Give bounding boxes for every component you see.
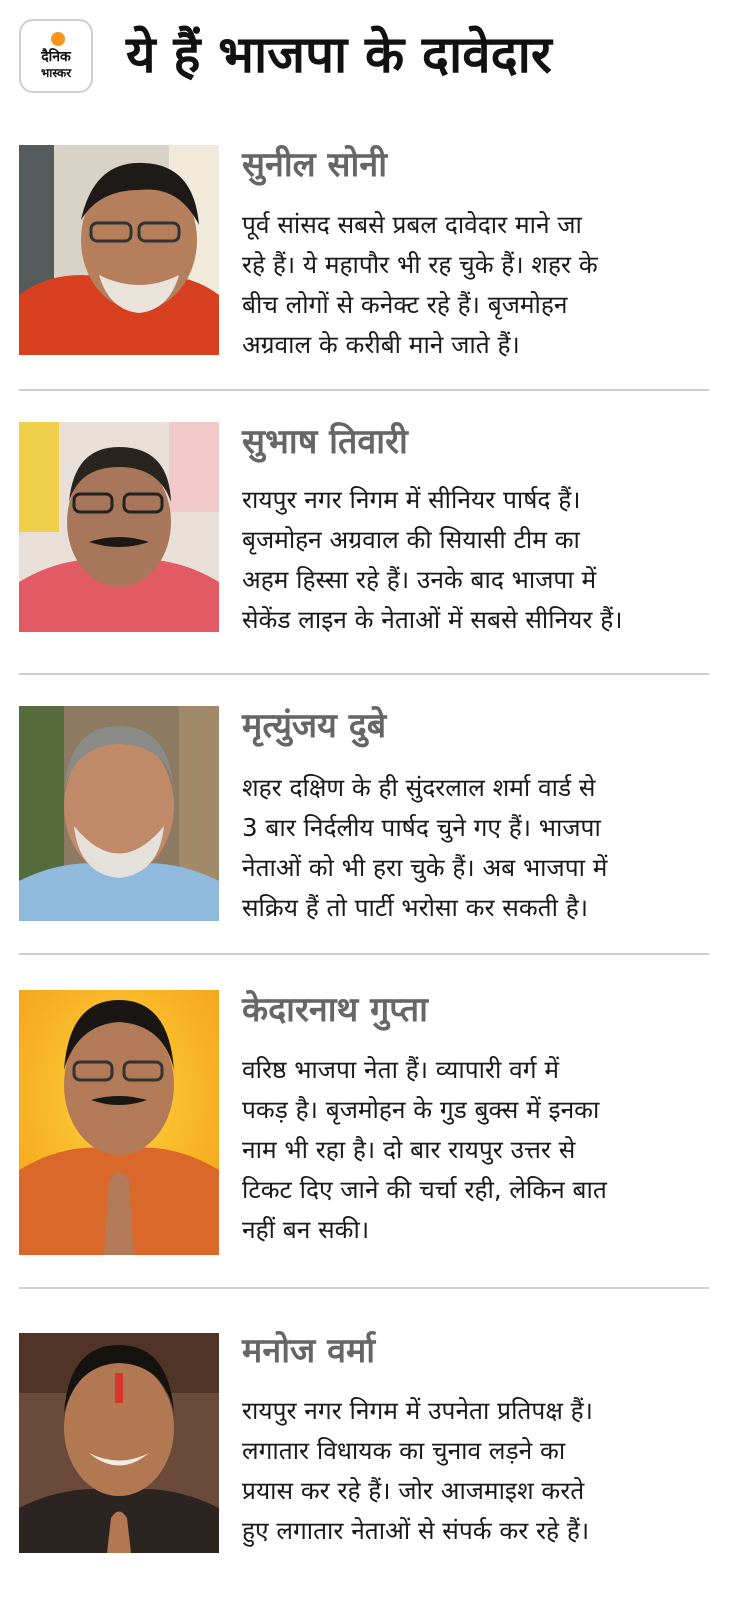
candidate-name: सुनील सोनी	[242, 145, 388, 185]
sun-icon	[51, 32, 65, 46]
description-line: रायपुर नगर निगम में उपनेता प्रतिपक्ष हैं।	[242, 1396, 593, 1425]
candidate-name: मनोज वर्मा	[242, 1331, 376, 1371]
candidate-photo	[19, 706, 219, 921]
candidate-description	[242, 205, 712, 365]
logo-text-line2: भास्कर	[40, 66, 72, 80]
description-line: अग्रवाल के करीबी माने जाते हैं।	[242, 330, 520, 359]
description-line: शहर दक्षिण के ही सुंदरलाल शर्मा वार्ड से	[242, 773, 596, 802]
description-line: नहीं बन सकी।	[242, 1215, 370, 1244]
candidate-description	[242, 768, 712, 928]
candidate-photo	[19, 145, 219, 355]
divider	[19, 1287, 709, 1289]
header	[0, 0, 730, 130]
description-line: रायपुर नगर निगम में सीनियर पार्षद हैं।	[242, 485, 581, 514]
candidate-photo	[19, 990, 219, 1255]
description-line: हुए लगातार नेताओं से संपर्क कर रहे हैं।	[242, 1516, 590, 1545]
description-line: रहे हैं। ये महापौर भी रह चुके हैं। शहर के	[242, 250, 598, 279]
candidate-photo	[19, 1333, 219, 1553]
divider	[19, 389, 709, 391]
description-line: 3 बार निर्दलीय पार्षद चुने गए हैं। भाजपा	[242, 813, 601, 842]
description-line: लगातार विधायक का चुनाव लड़ने का	[242, 1436, 566, 1465]
divider	[19, 953, 709, 955]
candidate-description	[242, 1050, 712, 1250]
page-title: ये हैं भाजपा के दावेदार	[126, 26, 552, 85]
candidate-description	[242, 1391, 712, 1551]
description-line: सेकेंड लाइन के नेताओं में सबसे सीनियर हैं।	[242, 605, 623, 634]
description-line: नेताओं को भी हरा चुके हैं। अब भाजपा में	[242, 853, 608, 882]
divider	[19, 673, 709, 675]
description-line: वरिष्ठ भाजपा नेता हैं। व्यापारी वर्ग में	[242, 1055, 559, 1084]
description-line: बीच लोगों से कनेक्ट रहे हैं। बृजमोहन	[242, 290, 568, 319]
candidate-photo	[19, 422, 219, 632]
candidate-name: मृत्युंजय दुबे	[242, 706, 387, 746]
description-line: प्रयास कर रहे हैं। जोर आजमाइश करते	[242, 1476, 585, 1505]
candidate-name: केदारनाथ गुप्ता	[242, 990, 428, 1030]
logo-text-line1: दैनिक	[41, 49, 71, 65]
description-line: पूर्व सांसद सबसे प्रबल दावेदार माने जा	[242, 210, 582, 239]
candidate-name: सुभाष तिवारी	[242, 422, 408, 462]
description-line: बृजमोहन अग्रवाल की सियासी टीम का	[242, 525, 580, 554]
dainik-bhaskar-logo	[19, 19, 93, 93]
description-line: नाम भी रहा है। दो बार रायपुर उत्तर से	[242, 1135, 576, 1164]
description-line: टिकट दिए जाने की चर्चा रही, लेकिन बात	[242, 1175, 607, 1204]
description-line: सक्रिय हैं तो पार्टी भरोसा कर सकती है।	[242, 893, 589, 922]
description-line: पकड़ है। बृजमोहन के गुड बुक्स में इनका	[242, 1095, 600, 1124]
description-line: अहम हिस्सा रहे हैं। उनके बाद भाजपा में	[242, 565, 597, 594]
candidate-description	[242, 480, 712, 640]
